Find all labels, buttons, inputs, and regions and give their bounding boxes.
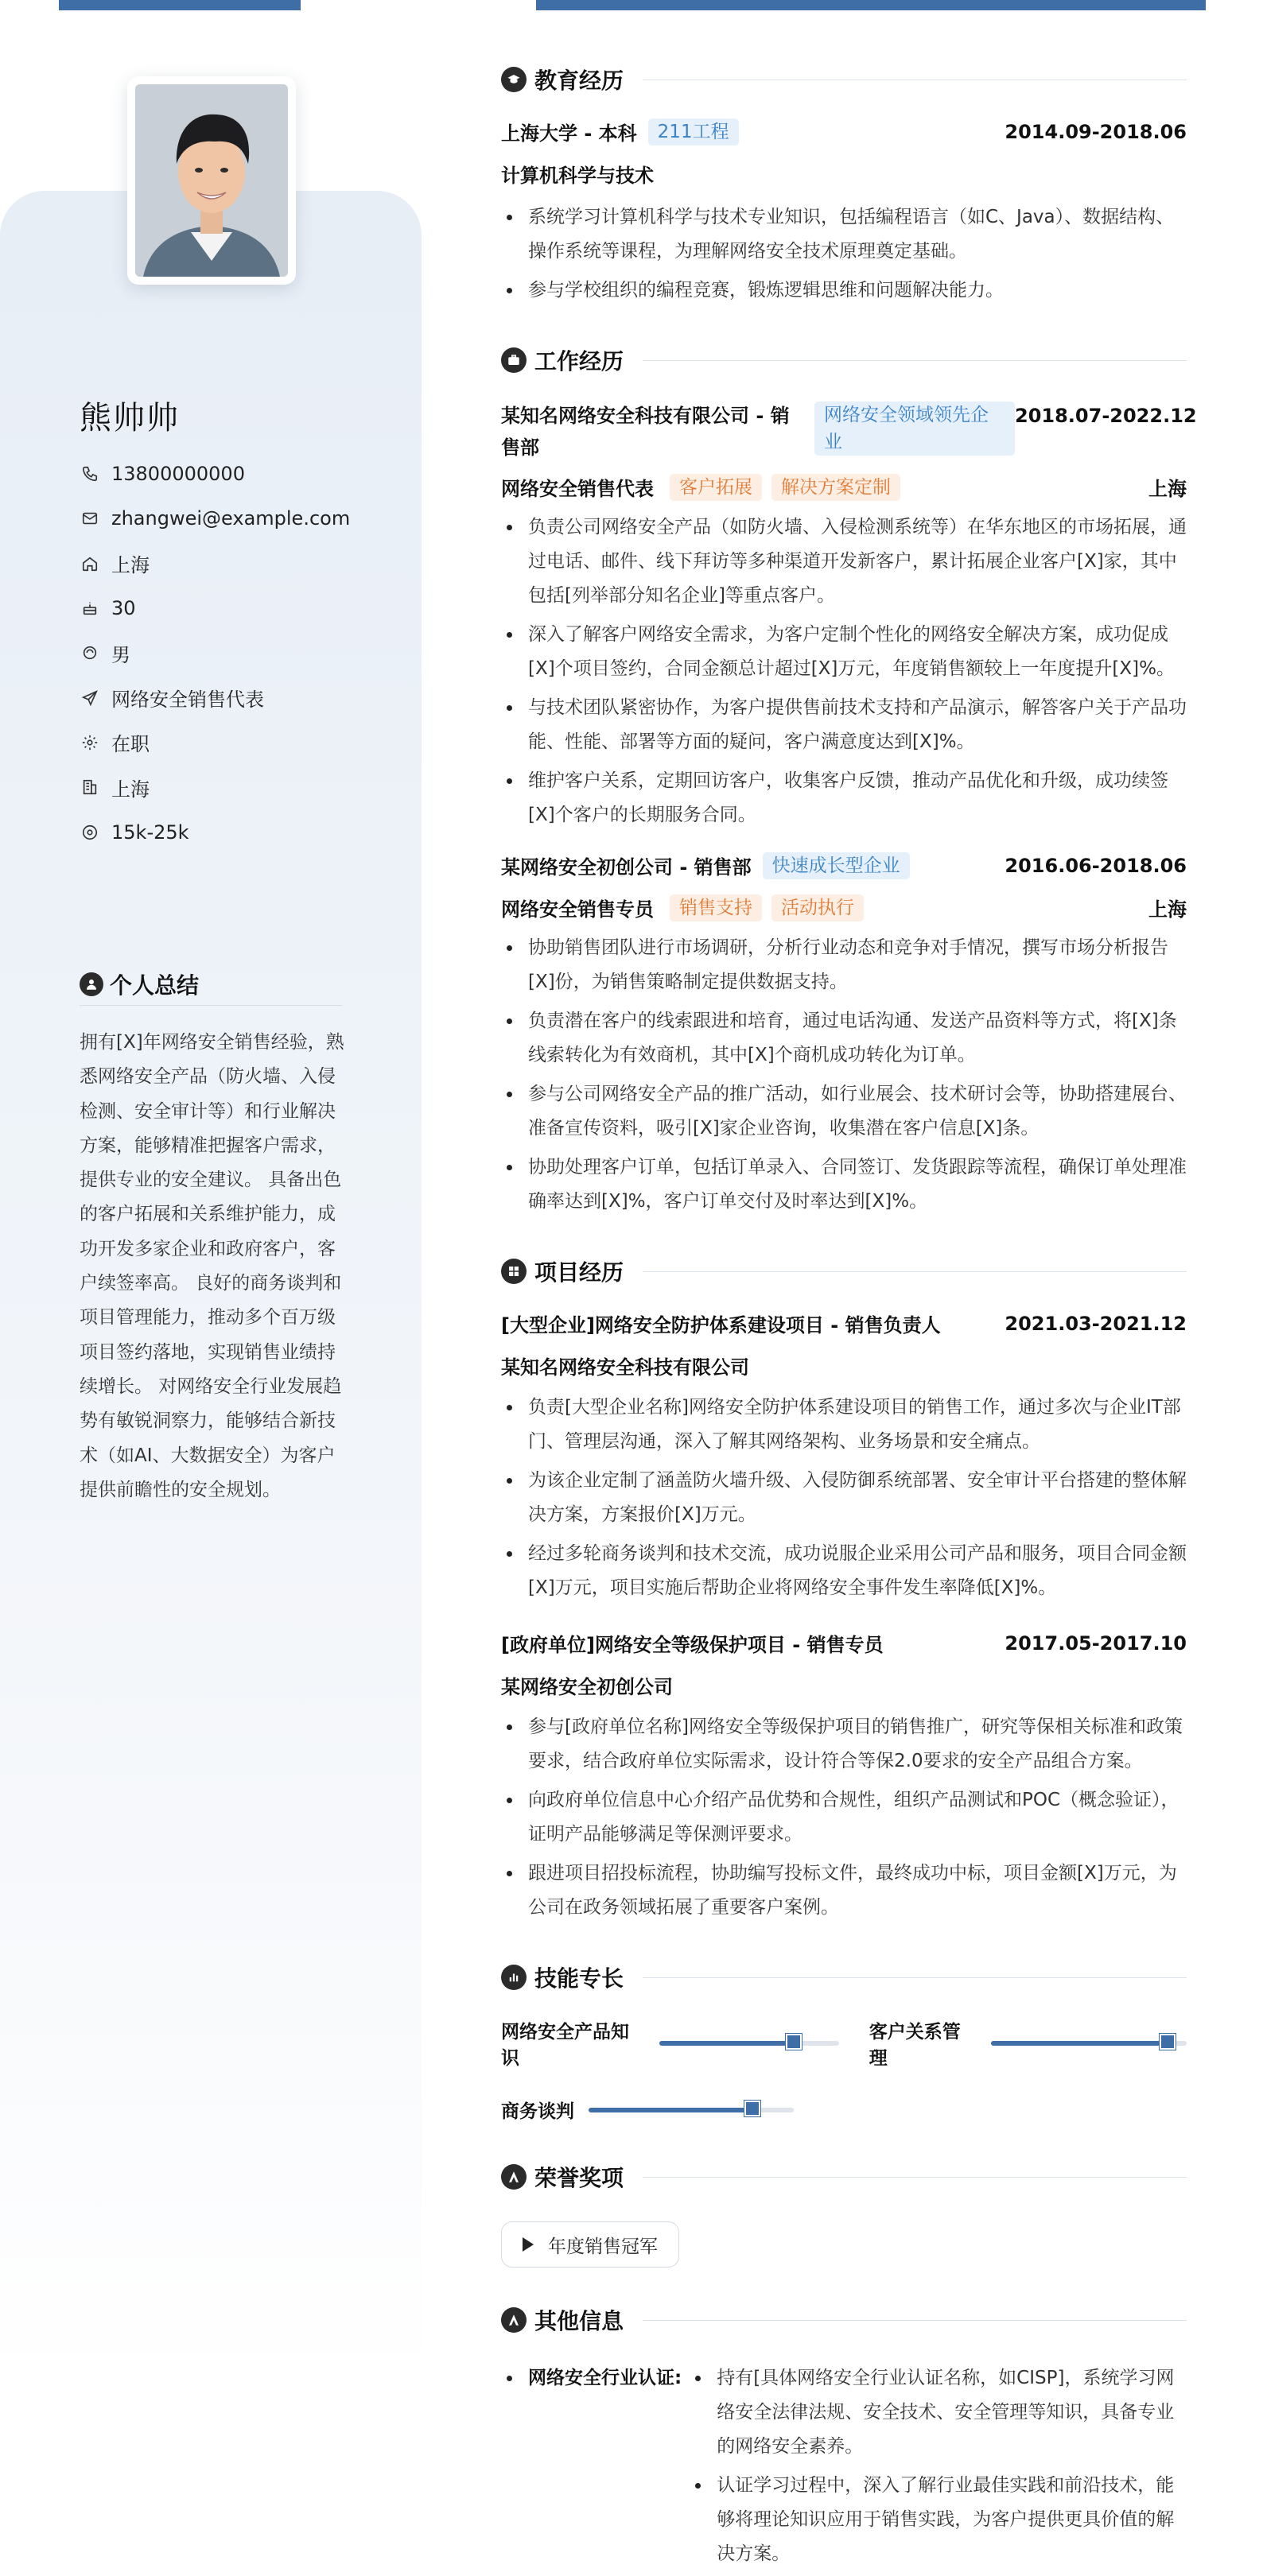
info-age-text: 30 — [111, 597, 136, 620]
skills-title: 技能专长 — [534, 1965, 624, 1992]
job-1-header — [501, 400, 1197, 464]
projects-heading — [501, 1251, 1187, 1292]
project-2-name: [政府单位]网络安全等级保护项目 - 销售专员 — [501, 1634, 884, 1656]
bullet-dot — [507, 2376, 512, 2381]
job-1-tag: 网络安全领域领先企业 — [814, 402, 1015, 456]
list-item: 经过多轮商务谈判和技术交流，成功说服企业采用公司产品和服务，项目合同金额[X]万元，项目实施后帮助企业将网络安全事件发生率降低[X]%。 — [501, 1537, 1187, 1605]
other-heading — [501, 2299, 1187, 2341]
list-item: 负责[大型企业名称]网络安全防护体系建设项目的销售工作，通过多次与企业IT部门、管理层沟通，深入了解其网络架构、业务场景和安全痛点。 — [501, 1391, 1187, 1459]
skill-2-bar — [991, 2041, 1187, 2046]
info-gender-text: 男 — [111, 643, 130, 666]
project-1-org: 某知名网络安全科技有限公司 — [501, 1356, 749, 1379]
graduation-cap-icon — [501, 67, 527, 92]
job-2-skill-tag: 销售支持 — [670, 894, 762, 921]
phone-icon — [80, 464, 100, 484]
skill-1-name: 网络安全产品知识 — [501, 2022, 629, 2069]
header-accent-bar-left — [59, 0, 301, 10]
list-item: 认证学习过程中，深入了解行业最佳实践和前沿技术，能够将理论知识应用于销售实践，为客户提供更具价值的解决方案。 — [690, 2469, 1175, 2571]
job-2-role-row — [501, 894, 1187, 921]
skills-row-2 — [501, 2097, 1187, 2123]
work-title: 工作经历 — [534, 348, 624, 374]
job-2-role: 网络安全销售专员 — [501, 898, 654, 921]
list-item: 跟进项目招投标流程，协助编写投标文件，最终成功中标，项目金额[X]万元，为公司在政务领域拓展了重要客户案例。 — [501, 1856, 1187, 1925]
education-tag: 211工程 — [648, 118, 739, 145]
building-icon — [80, 777, 100, 797]
job-2-tag: 快速成长型企业 — [763, 852, 910, 879]
skill-3-knob — [744, 2101, 760, 2116]
job-1-city: 上海 — [1148, 478, 1187, 500]
projects-title: 项目经历 — [534, 1259, 624, 1286]
job-2-city: 上海 — [1148, 898, 1187, 921]
info-position-text: 网络安全销售代表 — [111, 689, 264, 712]
job-1-skill-tag: 解决方案定制 — [771, 474, 900, 501]
cake-icon — [80, 598, 100, 619]
gear-icon — [80, 732, 100, 753]
projects-divider — [643, 1271, 1187, 1272]
award-icon — [501, 2164, 527, 2190]
education-date: 2014.09-2018.06 — [1005, 120, 1187, 143]
project-2-date: 2017.05-2017.10 — [1005, 1631, 1187, 1655]
list-item: 为该企业定制了涵盖防火墙升级、入侵防御系统部署、安全审计平台搭建的整体解决方案，方案报价[X]万元。 — [501, 1464, 1187, 1532]
education-entry-header — [501, 118, 1187, 145]
list-item: 协助销售团队进行市场调研，分析行业动态和竞争对手情况，撰写市场分析报告[X]份，为销售策略制定提供数据支持。 — [501, 931, 1187, 999]
play-icon — [523, 2237, 534, 2252]
project-1-name: [大型企业]网络安全防护体系建设项目 - 销售负责人 — [501, 1314, 941, 1336]
list-item: 参与[政府单位名称]网络安全等级保护项目的销售推广，研究等保相关标准和政策要求，结合政府单位实际需求，设计符合等保2.0要求的安全产品组合方案。 — [501, 1710, 1187, 1779]
briefcase-icon — [501, 347, 527, 373]
education-major: 计算机科学与技术 — [501, 165, 654, 187]
list-item: 负责公司网络安全产品（如防火墙、入侵检测系统等）在华东地区的市场拓展，通过电话、邮件、线下拜访等多种渠道开发新客户，累计拓展企业客户[X]家，其中包括[列举部分知名企业]等重点客户。 — [501, 510, 1187, 613]
info-salary-text: 15k-25k — [111, 821, 189, 844]
honors-list — [501, 2221, 1187, 2268]
job-2-skill-tag: 活动执行 — [771, 894, 864, 921]
info-location-text: 上海 — [111, 554, 150, 577]
contact-info-list — [80, 452, 350, 855]
honors-heading — [501, 2156, 1187, 2198]
skill-3-bar — [589, 2108, 794, 2112]
mail-icon — [80, 508, 100, 529]
info-status-text: 在职 — [111, 733, 150, 756]
info-position — [80, 675, 350, 720]
job-1-bullets — [501, 510, 1187, 832]
avatar-card — [127, 76, 296, 285]
skill-1-knob — [786, 2034, 802, 2050]
list-item: 与技术团队紧密协作，为客户提供售前技术支持和产品演示，解答客户关于产品功能、性能、部署等方面的疑问，客户满意度达到[X]%。 — [501, 691, 1187, 759]
list-item: 持有[具体网络安全行业认证名称，如CISP]，系统学习网络安全法律法规、安全技术、安全管理等知识，具备专业的网络安全素养。 — [690, 2361, 1175, 2464]
project-2-header — [501, 1629, 1187, 1657]
info-target-city-text: 上海 — [111, 778, 150, 801]
skill-2-knob — [1160, 2034, 1176, 2050]
list-item: 协助处理客户订单，包括订单录入、合同签订、发货跟踪等流程，确保订单处理准确率达到[X]%，客户订单交付及时率达到[X]%。 — [501, 1150, 1187, 1219]
honors-title: 荣誉奖项 — [534, 2165, 624, 2191]
project-2-org: 某网络安全初创公司 — [501, 1676, 673, 1698]
job-2-company: 某网络安全初创公司 - 销售部 — [501, 856, 752, 879]
job-2-bullets — [501, 931, 1187, 1219]
job-2-header — [501, 852, 1187, 879]
list-item: 深入了解客户网络安全需求，为客户定制个性化的网络安全解决方案，成功促成[X]个项目签约，合同金额总计超过[X]万元，年度销售额较上一年度提升[X]%。 — [501, 618, 1187, 686]
send-icon — [80, 688, 100, 708]
info-email — [80, 496, 350, 541]
summary-title: 个人总结 — [110, 972, 200, 999]
job-1-role-row — [501, 473, 1187, 501]
award-icon — [501, 2307, 527, 2333]
list-item: 向政府单位信息中心介绍产品优势和合规性，组织产品测试和POC（概念验证），证明产品能够满足等保测评要求。 — [501, 1783, 1187, 1852]
skills-row-1 — [501, 2017, 1187, 2070]
job-1-date: 2018.07-2022.12 — [1015, 405, 1197, 427]
honor-item-label: 年度销售冠军 — [548, 2236, 658, 2257]
work-divider — [643, 360, 1187, 361]
list-item: 负责潜在客户的线索跟进和培育，通过电话沟通、发送产品资料等方式，将[X]条线索转化为有效商机，其中[X]个商机成功转化为订单。 — [501, 1004, 1187, 1073]
education-school: 上海大学 - 本科 — [501, 122, 637, 145]
skills-heading — [501, 1957, 1187, 1998]
other-bullets — [690, 2361, 1175, 2571]
main-column — [501, 59, 1197, 2571]
list-item: 参与公司网络安全产品的推广活动，如行业展会、技术研讨会等，协助搭建展台、准备宣传资料，吸引[X]家企业咨询，收集潜在客户信息[X]条。 — [501, 1077, 1187, 1146]
skill-1-fill — [659, 2041, 795, 2046]
info-target-city — [80, 765, 350, 809]
other-divider — [643, 2320, 1187, 2321]
avatar — [135, 84, 288, 277]
project-1-header — [501, 1309, 1187, 1337]
skill-1-bar — [659, 2041, 839, 2046]
skill-2-fill — [991, 2041, 1167, 2046]
grid-icon — [501, 1259, 527, 1284]
other-title: 其他信息 — [534, 2308, 624, 2334]
skill-3-name: 商务谈判 — [501, 2101, 574, 2122]
project-1-bullets — [501, 1391, 1187, 1605]
user-icon — [80, 972, 103, 996]
info-gender — [80, 630, 350, 675]
info-phone — [80, 452, 350, 496]
summary-heading — [80, 968, 199, 1000]
summary-text: 拥有[X]年网络安全销售经验，熟悉网络安全产品（防火墙、入侵检测、安全审计等）和行业解决方案，能够精准把握客户需求，提供专业的安全建议。 具备出色的客户拓展和关系维护能力，成功开发多家企业和政府客户，客户续签率高。 良好的商务谈判和项目管理能力，推动多个百万级项目签约落地，实现销售业绩持续增长。 对网络安全行业发展趋势有敏锐洞察力，能够结合新技术（如AI、大数据安全）为客户提供前瞻性的安全规划。 — [80, 1032, 344, 1500]
list-item: 参与学校组织的编程竞赛，锻炼逻辑思维和问题解决能力。 — [501, 274, 1187, 308]
job-2-date: 2016.06-2018.06 — [1005, 854, 1187, 877]
project-2-bullets — [501, 1710, 1187, 1925]
honor-item[interactable] — [501, 2221, 679, 2268]
info-status — [80, 720, 350, 765]
other-label: 网络安全行业认证: — [528, 2368, 682, 2388]
info-salary — [80, 809, 350, 854]
bar-chart-icon — [501, 1965, 527, 1990]
info-phone-text: 13800000000 — [111, 463, 245, 486]
money-icon — [80, 822, 100, 843]
gender-icon — [80, 642, 100, 663]
job-1-company: 某知名网络安全科技有限公司 - 销售部 — [501, 405, 790, 459]
summary-divider — [80, 1005, 342, 1006]
list-item: 维护客户关系，定期回访客户，收集客户反馈，推动产品优化和升级，成功续签[X]个客户的长期服务合同。 — [501, 764, 1187, 832]
skill-3-fill — [589, 2108, 752, 2112]
header-accent-bar-right — [536, 0, 1206, 10]
skills-divider — [643, 1977, 1187, 1978]
list-item: 系统学习计算机科学与技术专业知识，包括编程语言（如C、Java）、数据结构、操作系统等课程，为理解网络安全技术原理奠定基础。 — [501, 200, 1187, 269]
other-label-wrap — [501, 2361, 682, 2396]
profile-name: 熊帅帅 — [80, 400, 180, 436]
info-location — [80, 541, 350, 586]
education-bullets — [501, 200, 1187, 308]
home-icon — [80, 553, 100, 574]
honors-divider — [643, 2177, 1187, 2178]
other-entry — [501, 2361, 1187, 2571]
work-heading — [501, 339, 1187, 381]
info-email-text: zhangwei@example.com — [111, 507, 351, 530]
info-age — [80, 586, 350, 630]
project-1-date: 2021.03-2021.12 — [1005, 1312, 1187, 1335]
education-title: 教育经历 — [534, 68, 624, 94]
job-1-role: 网络安全销售代表 — [501, 478, 654, 500]
education-heading — [501, 59, 1187, 100]
skill-2-name: 客户关系管理 — [869, 2022, 961, 2069]
job-1-skill-tag: 客户拓展 — [670, 474, 762, 501]
